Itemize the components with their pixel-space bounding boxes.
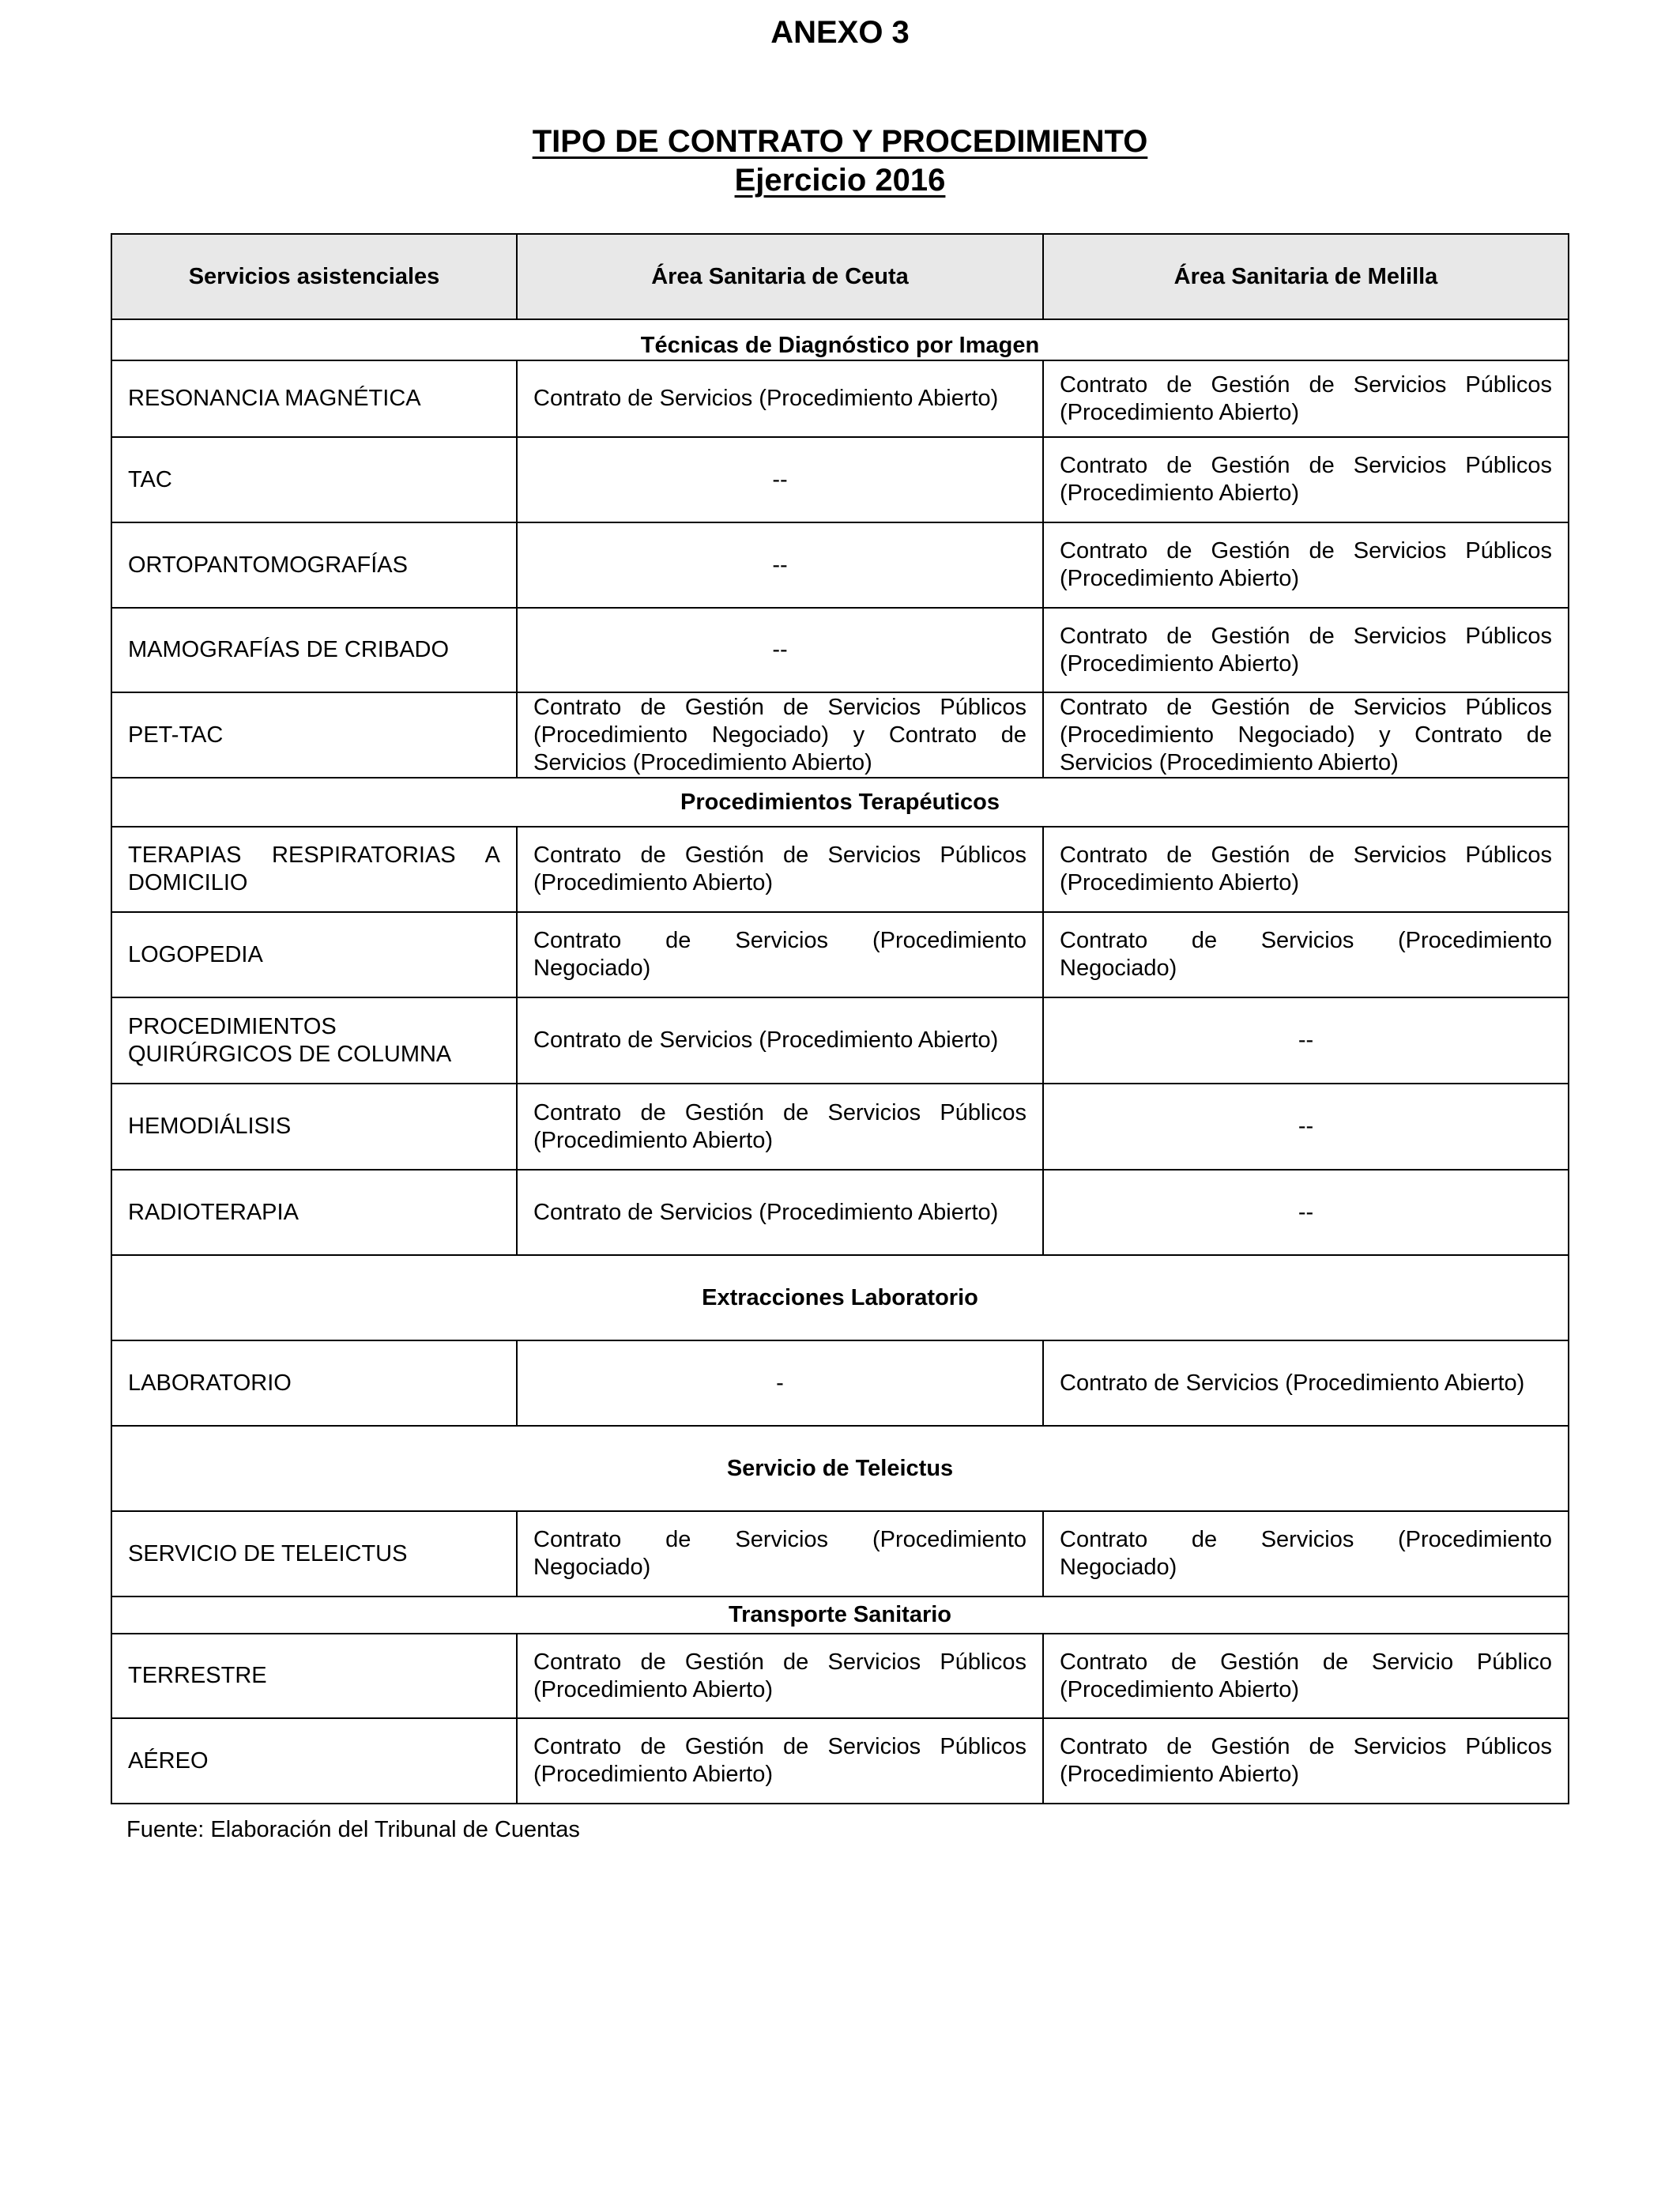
page-title [0,122,1680,161]
header-services: Servicios asistenciales [111,234,517,319]
header-melilla: Área Sanitaria de Melilla [1043,234,1569,319]
service-cell: LOGOPEDIA [111,912,517,997]
page-title-text: TIPO DE CONTRATO Y PROCEDIMIENTO [532,124,1148,159]
table-row [111,912,1569,997]
service-cell: ORTOPANTOMOGRAFÍAS [111,522,517,608]
service-cell: RESONANCIA MAGNÉTICA [111,360,517,437]
service-cell: PROCEDIMIENTOS QUIRÚRGICOS DE COLUMNA [111,997,517,1084]
ceuta-cell: Contrato de Servicios (Procedimiento Abierto) [517,360,1043,437]
table-row [111,1634,1569,1718]
ceuta-cell: Contrato de Gestión de Servicios Públicos (Procedimiento Abierto) [517,1718,1043,1804]
section-row [111,1426,1569,1511]
table-row [111,1511,1569,1596]
melilla-cell: Contrato de Gestión de Servicios Públicos (Procedimiento Negociado) y Contrato de Servicios (Procedimiento Abierto) [1043,692,1569,778]
melilla-cell: Contrato de Servicios (Procedimiento Abierto) [1043,1340,1569,1426]
service-cell: RADIOTERAPIA [111,1170,517,1255]
section-title: Técnicas de Diagnóstico por Imagen [111,319,1569,360]
section-row [111,778,1569,827]
melilla-cell: Contrato de Servicios (Procedimiento Negociado) [1043,912,1569,997]
melilla-cell: Contrato de Gestión de Servicios Públicos (Procedimiento Abierto) [1043,1718,1569,1804]
section-title: Transporte Sanitario [111,1596,1569,1634]
melilla-cell: Contrato de Gestión de Servicios Públicos (Procedimiento Abierto) [1043,827,1569,912]
ceuta-cell: -- [517,437,1043,522]
annex-label: ANEXO 3 [770,15,910,50]
melilla-cell: Contrato de Gestión de Servicios Públicos (Procedimiento Abierto) [1043,360,1569,437]
table-row [111,692,1569,778]
ceuta-cell: Contrato de Gestión de Servicios Públicos (Procedimiento Negociado) y Contrato de Servicios (Procedimiento Abierto) [517,692,1043,778]
service-cell: AÉREO [111,1718,517,1804]
section-row [111,319,1569,360]
melilla-cell: -- [1043,997,1569,1084]
table-row [111,1170,1569,1255]
page-subtitle-text: Ejercicio 2016 [734,163,946,198]
source-note: Fuente: Elaboración del Tribunal de Cuentas [126,1817,580,1842]
melilla-cell: Contrato de Servicios (Procedimiento Negociado) [1043,1511,1569,1596]
service-cell: TERAPIAS RESPIRATORIAS A DOMICILIO [111,827,517,912]
ceuta-cell: Contrato de Servicios (Procedimiento Abierto) [517,997,1043,1084]
melilla-cell: Contrato de Gestión de Servicios Públicos (Procedimiento Abierto) [1043,608,1569,692]
table-row [111,522,1569,608]
melilla-cell: Contrato de Gestión de Servicios Públicos (Procedimiento Abierto) [1043,437,1569,522]
ceuta-cell: Contrato de Gestión de Servicios Públicos (Procedimiento Abierto) [517,1634,1043,1718]
table-row [111,360,1569,437]
ceuta-cell: -- [517,608,1043,692]
table-row [111,827,1569,912]
section-title: Procedimientos Terapéuticos [111,778,1569,827]
service-cell: TAC [111,437,517,522]
table-row [111,997,1569,1084]
section-row [111,1255,1569,1340]
melilla-cell: -- [1043,1084,1569,1170]
ceuta-cell: Contrato de Servicios (Procedimiento Negociado) [517,912,1043,997]
header-ceuta: Área Sanitaria de Ceuta [517,234,1043,319]
table-row [111,1340,1569,1426]
ceuta-cell: -- [517,522,1043,608]
table-row [111,437,1569,522]
section-title: Servicio de Teleictus [111,1426,1569,1511]
ceuta-cell: - [517,1340,1043,1426]
table-row [111,608,1569,692]
service-cell: MAMOGRAFÍAS DE CRIBADO [111,608,517,692]
section-row [111,1596,1569,1634]
ceuta-cell: Contrato de Gestión de Servicios Públicos (Procedimiento Abierto) [517,1084,1043,1170]
service-cell: PET-TAC [111,692,517,778]
ceuta-cell: Contrato de Gestión de Servicios Públicos (Procedimiento Abierto) [517,827,1043,912]
ceuta-cell: Contrato de Servicios (Procedimiento Negociado) [517,1511,1043,1596]
service-cell: TERRESTRE [111,1634,517,1718]
melilla-cell: -- [1043,1170,1569,1255]
page-subtitle [0,160,1680,200]
section-title: Extracciones Laboratorio [111,1255,1569,1340]
table-row [111,1084,1569,1170]
melilla-cell: Contrato de Gestión de Servicio Público (Procedimiento Abierto) [1043,1634,1569,1718]
service-cell: SERVICIO DE TELEICTUS [111,1511,517,1596]
ceuta-cell: Contrato de Servicios (Procedimiento Abierto) [517,1170,1043,1255]
melilla-cell: Contrato de Gestión de Servicios Públicos (Procedimiento Abierto) [1043,522,1569,608]
contracts-table [111,233,1569,1804]
table-header-row [111,234,1569,319]
table-row [111,1718,1569,1804]
service-cell: LABORATORIO [111,1340,517,1426]
service-cell: HEMODIÁLISIS [111,1084,517,1170]
